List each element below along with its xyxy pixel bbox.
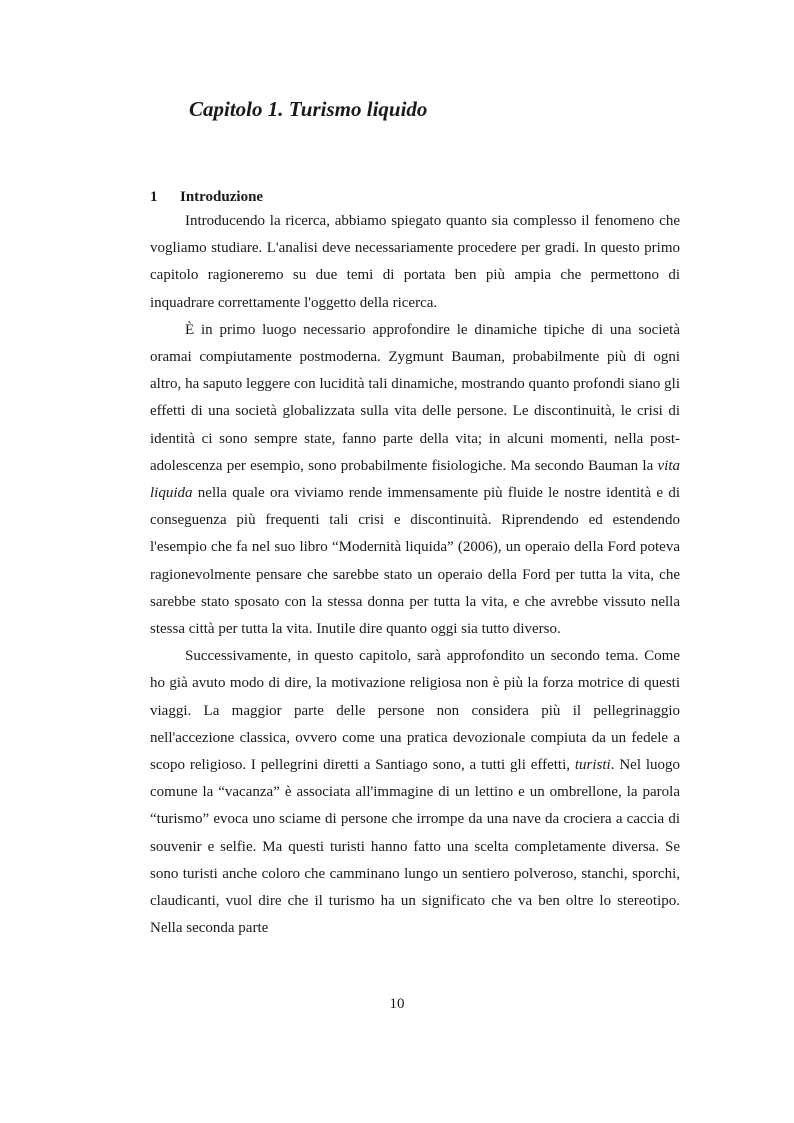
page-number: 10 — [389, 996, 405, 1012]
paragraph-2-text-b: nella quale ora viviamo rende immensamente più fluide le nostre identità e di conseguenza più frequenti tali crisi e discontinuità. Riprendendo ed estendendo l'esempio che fa nel suo libro “Modernità liquida” (2006), un operaio della Ford poteva ragionevolmente pensare che sarebbe stato un operaio della Ford per tutta la vita, che sarebbe stato sposato con la stessa donna per tutta la vita, e che avrebbe vissuto nella stessa città per tutta la vita. Inutile dire quanto oggi sia tutto diverso. — [150, 485, 680, 638]
paragraph-3 — [150, 643, 680, 942]
paragraph-2 — [150, 317, 680, 643]
paragraph-3-text-b: . Nel luogo comune la “vacanza” è associata all'immagine di un lettino e un ombrellone, la parola “turismo” evoca uno sciame di persone che irrompe da una nave da crociera a caccia di souvenir e selfie. Ma questi turisti hanno fatto una scelta completamente diversa. Se sono turisti anche coloro che camminano lungo un sentiero polveroso, stanchi, sporchi, claudicanti, vuol dire che il turismo ha un significato che va ben oltre lo stereotipo. Nella seconda parte — [150, 757, 680, 937]
paragraph-2-text-a: È in primo luogo necessario approfondire le dinamiche tipiche di una società oramai compiutamente postmoderna. Zygmunt Bauman, probabilmente più di ogni altro, ha saputo leggere con lucidità tali dinamiche, mostrando quanto profondi siano gli effetti di una società globalizzata sulla vita delle persone. Le discontinuità, le crisi di identità ci sono sempre state, fanno parte della vita; in alcuni momenti, nella post-adolescenza per esempio, sono probabilmente fisiologiche. Ma secondo Bauman la — [150, 321, 680, 474]
section-heading — [150, 186, 680, 208]
section-title: Introduzione — [180, 189, 264, 205]
paragraph-1: Introducendo la ricerca, abbiamo spiegato quanto sia complesso il fenomeno che vogliamo studiare. L'analisi deve necessariamente procedere per gradi. In questo primo capitolo ragioneremo su due temi di portata ben più ampia che permettono di inquadrare correttamente l'oggetto della ricerca. — [150, 213, 680, 311]
chapter-title: Capitolo 1. Turismo liquido — [189, 97, 428, 121]
paragraph-2-emphasis: vita liquida — [150, 457, 680, 502]
paragraph-3-emphasis: turisti — [574, 757, 611, 774]
paragraph-3-text-a: Successivamente, in questo capitolo, sarà approfondito un secondo tema. Come ho già avuto modo di dire, la motivazione religiosa non è più la forza motrice di questi viaggi. La maggior parte delle persone non considera più il pellegrinaggio nell'accezione classica, ovvero come una pratica devozionale compiuta da un fedele a scopo religioso. I pellegrini diretti a Santiago sono, a tutti gli effetti, — [150, 648, 680, 774]
body-text — [150, 208, 680, 942]
section-number: 1 — [150, 189, 158, 205]
